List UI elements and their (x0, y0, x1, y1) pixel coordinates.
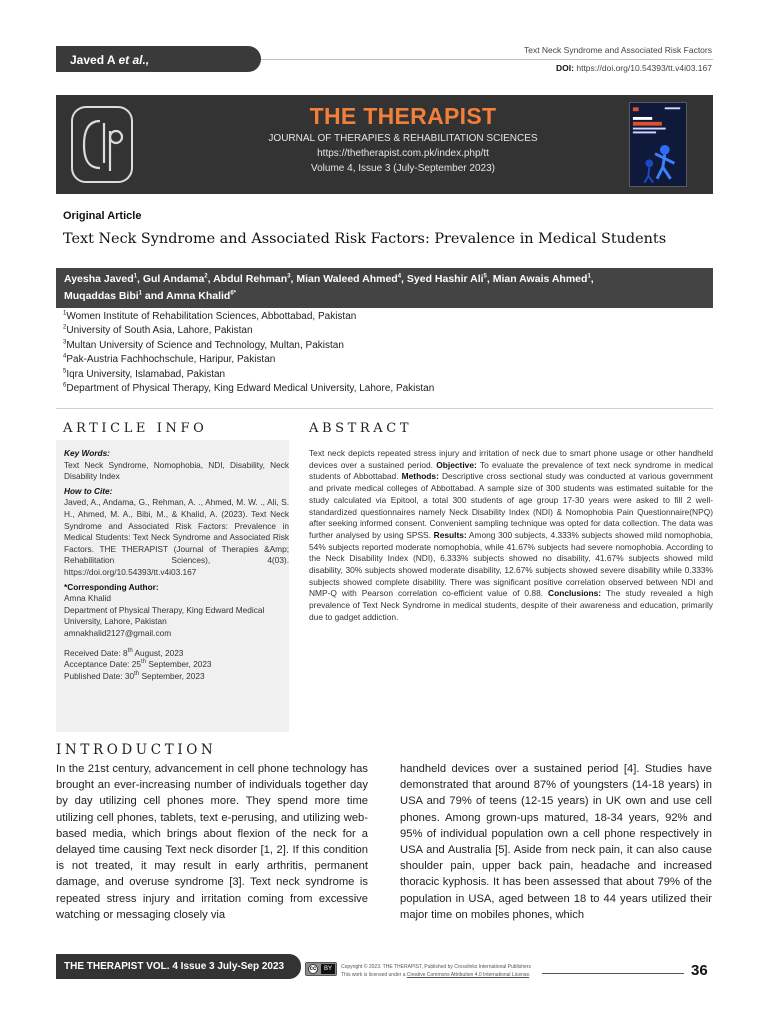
affiliation-text: University of South Asia, Lahore, Pakistan (66, 325, 253, 337)
date-ordinal: th (127, 647, 133, 654)
author (407, 273, 487, 285)
author-separator: , (137, 273, 143, 285)
corresponding-label: *Corresponding Author: (64, 581, 159, 592)
author-affiliation-mark: 1 (587, 273, 591, 280)
keywords: Text Neck Syndrome, Nomophobia, NDI, Disability, Neck Disability Index (64, 459, 289, 482)
date-label: Published Date: 30 (64, 670, 135, 681)
objective-label: Objective: (436, 459, 477, 470)
header-divider (261, 59, 713, 60)
author-name: Gul Andama (142, 273, 205, 285)
running-author-tab (56, 46, 261, 72)
author-name: Muqaddas Bibi (64, 290, 139, 302)
article-info (64, 448, 289, 682)
affiliation-mark: 4 (63, 353, 67, 360)
license-prefix: This work is licensed under a (341, 971, 407, 978)
author (296, 273, 401, 285)
journal-volume: Volume 4, Issue 3 (July-September 2023) (311, 163, 495, 174)
author-affiliation-mark: 5 (483, 273, 487, 280)
author-name: Syed Hashir Ali (406, 273, 484, 285)
methods-label: Methods: (401, 471, 439, 482)
author-name: Ayesha Javed (64, 273, 134, 285)
abstract-body (309, 448, 713, 624)
doi-link[interactable]: https://doi.org/10.54393/tt.v4i03.167 (574, 63, 712, 73)
author-separator: , (486, 273, 493, 285)
affiliation (63, 310, 434, 324)
author (64, 273, 137, 285)
received-date (64, 648, 289, 660)
methods-text: Descriptive cross sectional study was conducted at various government and private medical colleges of Abbottabad. A sample size of 300 students was estimated suitable for the study calculated via Epitool, a total 300 students of age group 17-30 years were asked to fill 2 well- standardized questionnaires namely Neck Disability Index (NDI) & Nomophobia Pain Questionnaire(NPQ) after seeking informed consent. Convenient sampling technique was opted for data collection. The data was further analysed by using SPSS. (309, 471, 713, 540)
license-line (341, 972, 571, 980)
results-label: Results: (433, 529, 467, 540)
author-affiliation-mark: 6* (230, 290, 236, 297)
footer-journal-bar: THE THERAPIST VOL. 4 Issue 3 July-Sep 2023 (56, 954, 301, 979)
running-author: Javed A (70, 53, 119, 67)
author-affiliation-mark: 4 (397, 273, 402, 280)
page-number: 36 (691, 962, 708, 979)
abstract-heading: ABSTRACT (309, 421, 413, 436)
introduction-column-1: In the 21st century, advancement in cell phone technology has brought an ever-increasing number of individuals together day by day utilizing cell phones more. They spend more time utilizing cell phones, tablets, text e-perusing, and utilizing web-based media, which brings about flexion of the neck for a delayed time causing Text neck disorder [1, 2]. If this condition is not treated, it may result in early arthritis, permanent damage, and overuse syndrome [3]. Text neck syndrome is repeated stress injury and irritation coming from excessive watching or messaging closely via (56, 763, 368, 921)
published-date (64, 671, 289, 683)
date-ordinal: th (134, 670, 140, 677)
affiliation-text: Department of Physical Therapy, King Edward Medical University, Lahore, Pakistan (66, 383, 435, 395)
cc-by-label: BY (321, 964, 335, 974)
affiliation (63, 339, 434, 353)
date-label: Received Date: 8 (64, 647, 128, 658)
author-separator: , (401, 273, 407, 285)
author-separator: , (207, 273, 214, 285)
author-affiliation-mark: 1 (138, 290, 143, 297)
citation: Javed, A., Andama, G., Rehman, A. ., Ahmed, M. W. ., Ali, S. H., Ahmed, M. A., Bibi, M., & Khalid, A. (2023). Text Neck Syndrome and Associated Risk Factors: Prevalence in Medical Students: Text Neck Syndrome and Associated Risk Factors. THE THERAPIST (Journal of Therapies &Amp; Rehabilitation Sciences), 4(03). https://doi.org/10.54393/tt.v4i03.167 (64, 497, 289, 577)
author (143, 273, 208, 285)
affiliation (63, 353, 434, 367)
affiliation-mark: 1 (63, 310, 67, 317)
author-affiliation-mark: 2 (204, 273, 208, 280)
license-link[interactable]: Creative Commons Attribution 4.0 International License (406, 971, 530, 978)
affiliation-text: Women Institute of Rehabilitation Sciences, Abbottabad, Pakistan (66, 311, 357, 322)
article-title: Text Neck Syndrome and Associated Risk Factors: Prevalence in Medical Students (63, 231, 667, 247)
author (166, 290, 236, 302)
author-list (56, 268, 713, 308)
corresponding-email[interactable]: amnakhalid2127@gmail.com (64, 627, 172, 638)
author (64, 290, 142, 302)
section-divider (56, 408, 713, 409)
date-rest: September, 2023 (139, 670, 205, 681)
affiliation-list (63, 310, 434, 396)
journal-name: THE THERAPIST (309, 103, 497, 129)
cc-circle: cc (309, 966, 317, 972)
abstract-intro: Text neck depicts repeated stress injury and irritation of neck due to smart phone usage or other handheld devices over a sustained period. (309, 448, 713, 470)
affiliation (63, 324, 434, 338)
author-affiliation-mark: 1 (133, 273, 137, 280)
keywords-label: Key Words: (64, 448, 110, 458)
objective-text: To evaluate the prevalence of text neck syndrome in medical students of Abbottabad. (309, 459, 713, 482)
author-separator: and (142, 290, 167, 302)
introduction-heading: INTRODUCTION (56, 742, 217, 758)
affiliation (63, 368, 434, 382)
date-ordinal: th (141, 659, 147, 666)
affiliation-text: Multan University of Science and Technology, Multan, Pakistan (66, 339, 344, 351)
author (213, 273, 290, 285)
affiliation-text: Iqra University, Islamabad, Pakistan (66, 368, 226, 380)
article-type: Original Article (63, 210, 142, 222)
affiliation-mark: 2 (63, 325, 67, 332)
affiliation (63, 382, 434, 396)
license-suffix: . (529, 971, 531, 978)
corresponding-name: Amna Khalid (64, 593, 112, 604)
affiliation-mark: 6 (63, 382, 67, 389)
doi (556, 63, 712, 73)
affiliation-text: Pak-Austria Fachhochschule, Haripur, Pakistan (66, 354, 276, 366)
author-name: Amna Khalid (166, 290, 231, 302)
copyright-line: Copyright © 2023. THE THERAPIST, Published by Crosslinks International Publishers (341, 964, 531, 970)
acceptance-date (64, 659, 289, 671)
date-label: Acceptance Date: 25 (64, 659, 142, 670)
running-title: Text Neck Syndrome and Associated Risk Factors (523, 45, 712, 55)
results-text: Among 300 subjects, 4.333% subjects showed mild nomophobia, 54% subjects reported moderate nomophobia, while 41.67% subjects had severe nomophobia. According to the Neck Disability Index (NDI), 6.333% subjects showed no disability, 41.67% subjects showed mild disability, 30% subjects showed moderate disability, 12.67% subjects showed severe disability while 0.333% subjects showed complete disability. There was significant positive correlation observed between NDI and NMP-Q with Pearson correlation co-efficient value of 0.88. (309, 529, 713, 599)
affiliation-mark: 3 (63, 339, 67, 346)
article-info-heading: ARTICLE INFO (63, 421, 208, 436)
footer-divider (542, 973, 684, 974)
date-rest: September, 2023 (146, 659, 212, 670)
journal-cover-thumbnail (629, 102, 687, 187)
copyright-notice (341, 964, 571, 979)
conclusions-label: Conclusions: (548, 588, 602, 599)
clip-logo-icon (70, 105, 134, 184)
corresponding-affiliation: Department of Physical Therapy, King Edward Medical University, Lahore, Pakistan (64, 604, 265, 627)
journal-url[interactable]: https://thetherapist.com.pk/index.php/tt (317, 148, 489, 159)
running-author-etal: et al., (118, 53, 150, 67)
author-name: Mian Waleed Ahmed (296, 273, 398, 285)
cc-by-license-icon[interactable] (305, 962, 337, 976)
author-name: Abdul Rehman (213, 273, 288, 285)
journal-subtitle: JOURNAL OF THERAPIES & REHABILITATION SCIENCES (268, 133, 538, 144)
doi-label: DOI: (556, 63, 574, 73)
conclusions-text: The study revealed a high prevalence of Text Neck Syndrome in medical students, despite of their awareness and education, primarily due to gadget addiction. (309, 588, 713, 622)
info-spacer (64, 640, 289, 648)
author-name: Mian Awais Ahmed (492, 273, 588, 285)
author-separator: , (290, 273, 297, 285)
date-rest: August, 2023 (132, 647, 184, 658)
journal-banner (56, 95, 713, 194)
affiliation-mark: 5 (63, 368, 67, 375)
introduction-column-2: handheld devices over a sustained period [4]. Studies have demonstrated that around 87% of youngsters (14-18 years) in USA and 79% of teens (12-15 years) in UK own and use cell phones. Among grown-ups matured, 18-34 years, 92% and 95% of individual population own a cell phone respectively in USA and Australia [5]. Aside from neck pain, it can also cause shoulder pain, upper back pain, headache and increased thoracic kyphosis. It has been assessed that about 79% of the population in USA, aged between 18 to 44 years utilized their major time on mobiles phones, which (400, 763, 712, 921)
cite-label: How to Cite: (64, 485, 113, 496)
author (493, 273, 591, 285)
author-affiliation-mark: 3 (287, 273, 291, 280)
author-separator: , (590, 273, 594, 285)
